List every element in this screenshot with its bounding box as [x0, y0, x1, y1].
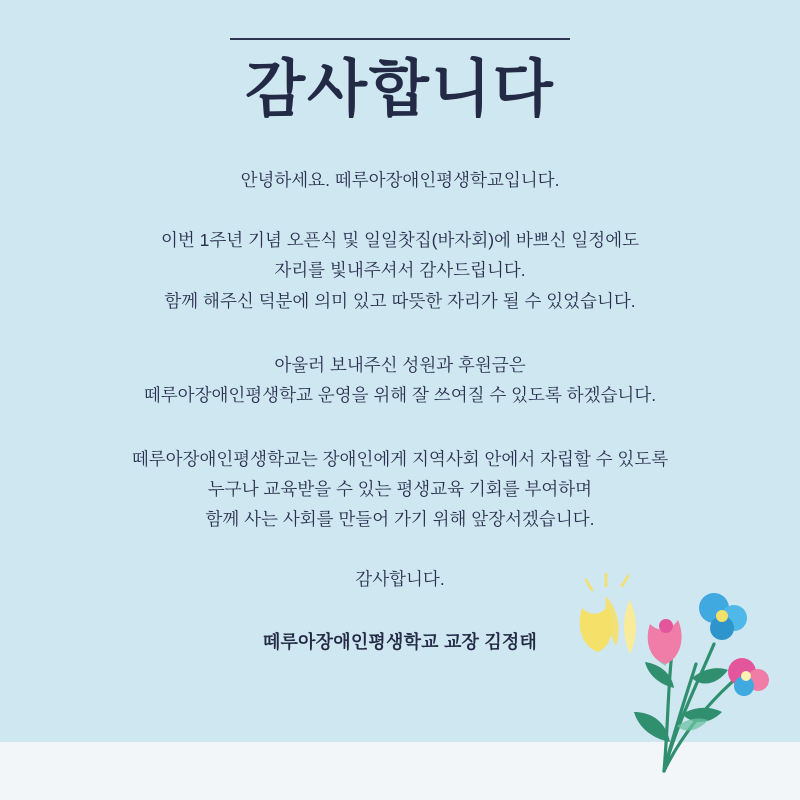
paragraph-1-line-2: 자리를 빛내주셔서 감사드립니다. — [274, 260, 526, 281]
paragraph-1-line-1: 이번 1주년 기념 오픈식 및 일일찻집(바자회)에 바쁘신 일정에도 — [160, 230, 640, 251]
signature: 떼루아장애인평생학교 교장 김정태 — [262, 632, 538, 653]
paragraph-2 — [50, 350, 750, 410]
page-title: 감사합니다 — [245, 55, 555, 124]
paragraph-3 — [50, 444, 750, 534]
paragraph-2-line-2: 떼루아장애인평생학교 운영을 위해 잘 쓰여질 수 있도록 하겠습니다. — [143, 384, 657, 405]
spacer — [0, 534, 800, 564]
spacer — [0, 410, 800, 444]
spacer — [0, 316, 800, 350]
yellow-flower — [580, 596, 619, 652]
magenta-flower — [728, 658, 769, 696]
spacer — [0, 195, 800, 225]
paragraph-3-line-1: 떼루아장애인평생학교는 장애인에게 지역사회 안에서 자립할 수 있도록 — [131, 448, 669, 469]
paragraph-3-line-2: 누구나 교육받을 수 있는 평생교육 기회를 부여하며 — [207, 478, 593, 499]
pink-flower — [648, 619, 682, 664]
paragraph-2-line-1: 아울러 보내주신 성원과 후원금은 — [274, 354, 526, 375]
greeting-paragraph — [50, 165, 750, 195]
closing-line: 감사합니다. — [355, 569, 445, 590]
greeting-line: 안녕하세요. 떼루아장애인평생학교입니다. — [240, 170, 560, 191]
flower-bouquet-icon — [546, 566, 776, 776]
paragraph-3-line-3: 함께 사는 사회를 만들어 가기 위해 앞장서겠습니다. — [205, 509, 595, 530]
paragraph-1 — [50, 225, 750, 315]
paragraph-1-line-3: 함께 해주신 덕분에 의미 있고 따뜻한 자리가 될 수 있었습니다. — [164, 290, 636, 311]
title-divider — [230, 38, 570, 40]
blue-flower — [699, 593, 747, 640]
